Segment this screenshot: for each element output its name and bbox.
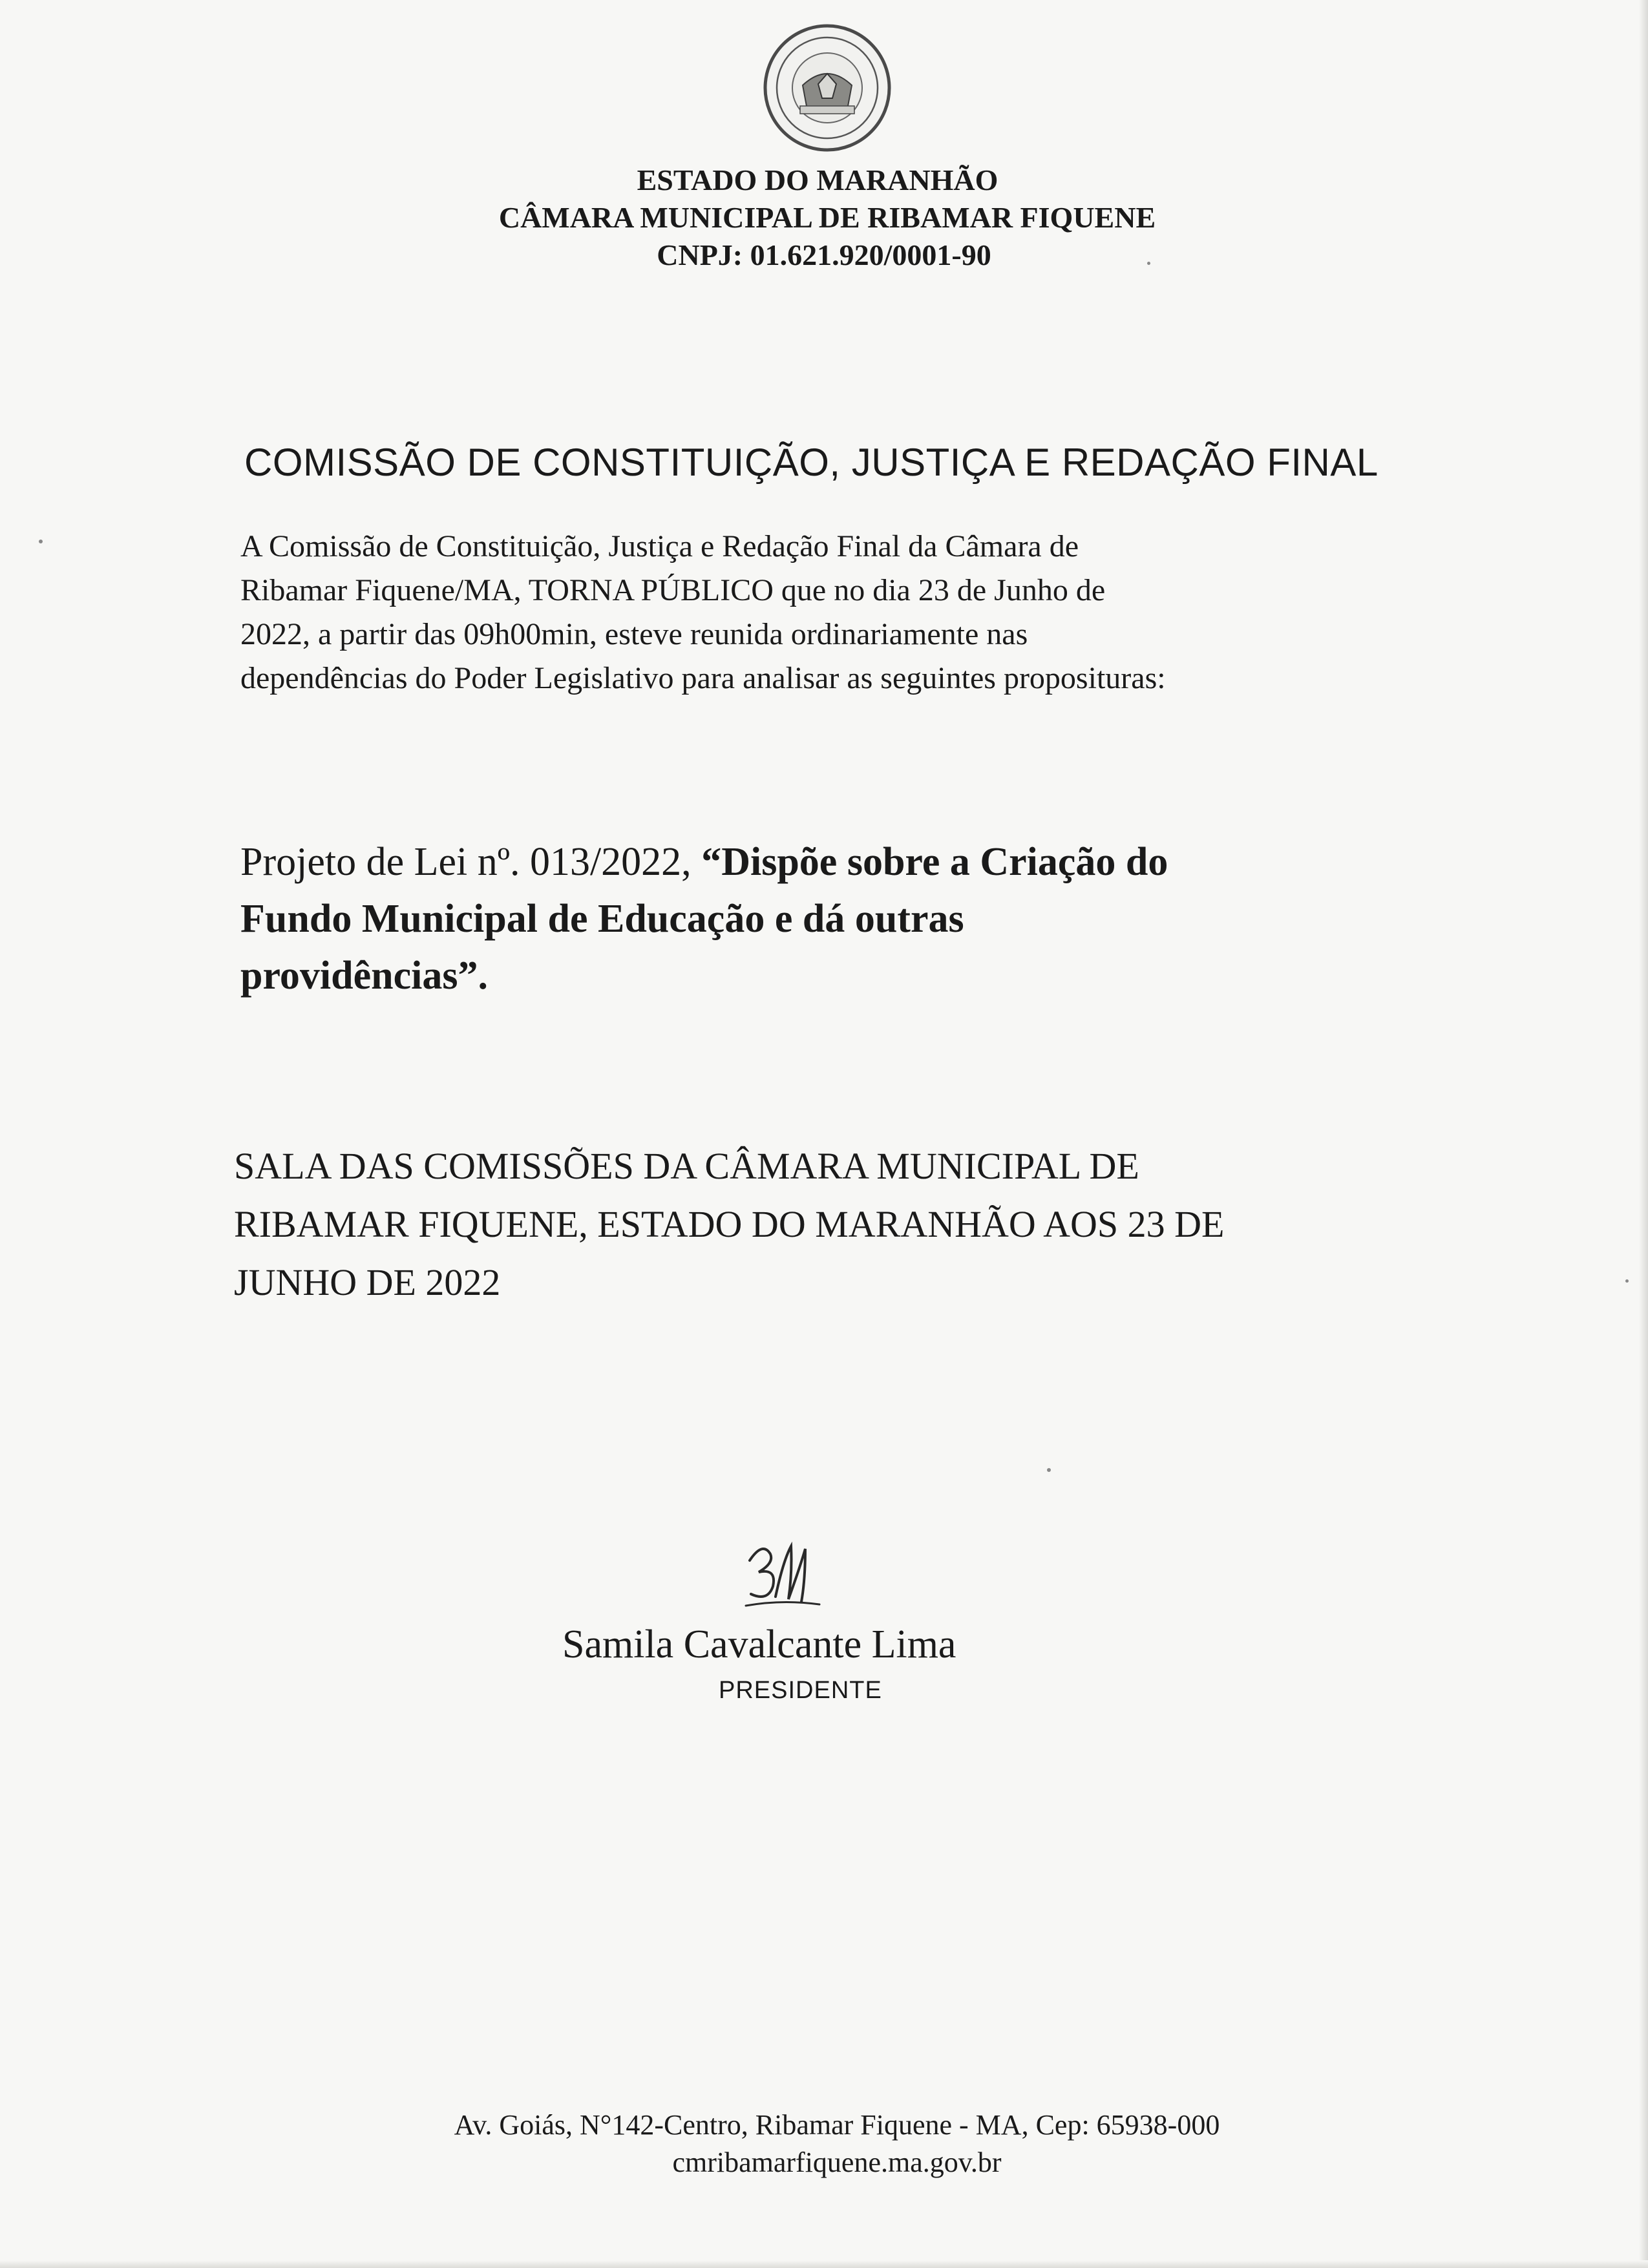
scan-speck xyxy=(1625,1279,1629,1283)
intro-line: dependências do Poder Legislativo para analisar as seguintes proposituras: xyxy=(240,661,1166,695)
intro-line: A Comissão de Constituição, Justiça e Redação Final da Câmara de xyxy=(240,529,1079,563)
footer-website: cmribamarfiquene.ma.gov.br xyxy=(672,2147,1002,2178)
closing-statement xyxy=(234,1137,1462,1312)
intro-line: 2022, a partir das 09h00min, esteve reunida ordinariamente nas xyxy=(240,617,1028,651)
signer-name: Samila Cavalcante Lima xyxy=(562,1622,956,1666)
legislative-seal-logo xyxy=(763,23,892,152)
closing-line: RIBAMAR FIQUENE, ESTADO DO MARANHÃO AOS 23 DE xyxy=(234,1203,1225,1245)
commission-title: COMISSÃO DE CONSTITUIÇÃO, JUSTIÇA E REDAÇÃO FINAL xyxy=(244,441,1379,484)
page-edge-shadow xyxy=(1639,0,1648,2268)
bill-number: Projeto de Lei nº. 013/2022, xyxy=(240,840,702,884)
page-footer xyxy=(0,2106,1648,2181)
intro-paragraph xyxy=(240,525,1378,700)
scan-speck xyxy=(1147,262,1150,265)
bill-reference xyxy=(240,834,1404,1004)
cnpj-number: CNPJ: 01.621.920/0001-90 xyxy=(657,238,991,271)
footer-address: Av. Goiás, N°142-Centro, Ribamar Fiquene - MA, Cep: 65938-000 xyxy=(454,2109,1220,2141)
handwritten-signature xyxy=(737,1535,827,1619)
bill-title-part: providências”. xyxy=(240,954,488,998)
page-bottom-shadow xyxy=(0,2260,1648,2268)
intro-line: Ribamar Fiquene/MA, TORNA PÚBLICO que no dia 23 de Junho de xyxy=(240,573,1106,607)
closing-line: JUNHO DE 2022 xyxy=(234,1261,501,1303)
scan-speck xyxy=(39,540,43,543)
signer-role: PRESIDENTE xyxy=(719,1677,882,1704)
bill-title-part: “Dispõe sobre a Criação do xyxy=(701,840,1168,884)
scan-speck xyxy=(1047,1468,1051,1472)
institution-header xyxy=(0,162,1648,274)
bill-title-part: Fundo Municipal de Educação e dá outras xyxy=(240,897,964,941)
state-name: ESTADO DO MARANHÃO xyxy=(637,163,998,196)
chamber-name: CÂMARA MUNICIPAL DE RIBAMAR FIQUENE xyxy=(498,201,1156,234)
closing-line: SALA DAS COMISSÕES DA CÂMARA MUNICIPAL DE xyxy=(234,1145,1139,1187)
